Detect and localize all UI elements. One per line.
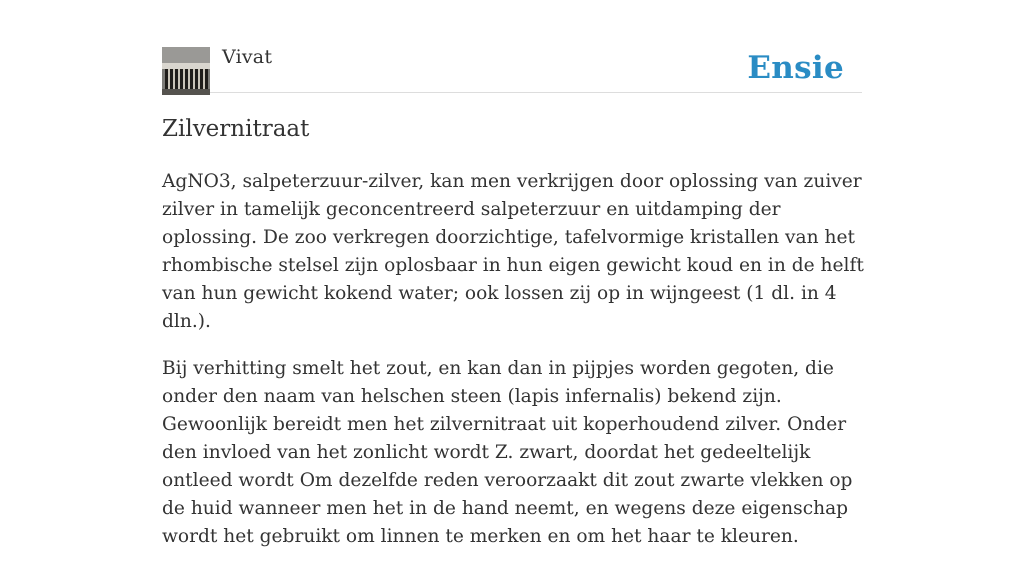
avatar-image <box>162 47 210 95</box>
avatar[interactable] <box>162 47 210 95</box>
author-name[interactable]: Vivat <box>222 46 273 68</box>
article-title: Zilvernitraat <box>162 116 310 142</box>
header <box>162 0 862 93</box>
article-body <box>162 168 872 570</box>
paragraph: Bij verhitting smelt het zout, en kan dan in pijpjes worden gegoten, die onder den naam van helschen steen (lapis infernalis) bekend zijn. Gewoonlijk bereidt men het zilvernitraat uit koperhoudend zilver. Onder den invloed van het zonlicht wordt Z. zwart, doordat het gedeeltelijk ontleed wordt Om dezelfde reden veroorzaakt dit zout zwarte vlekken op de huid wanneer men het in de hand neemt, en wegens deze eigenschap wordt het gebruikt om linnen te merken en om het haar te kleuren. <box>162 358 853 547</box>
paragraph: AgNO3, salpeterzuur-zilver, kan men verkrijgen door oplossing van zuiver zilver in tamelijk geconcentreerd salpeterzuur en uitdamping der oplossing. De zoo verkregen doorzichtige, tafelvormige kristallen van het rhombische stelsel zijn oplosbaar in hun eigen gewicht koud en in de helft van hun gewicht kokend water; ook lossen zij op in wijngeest (1 dl. in 4 dln.). <box>162 171 864 332</box>
brand-logo[interactable]: Ensie <box>747 50 844 86</box>
page <box>162 0 864 547</box>
